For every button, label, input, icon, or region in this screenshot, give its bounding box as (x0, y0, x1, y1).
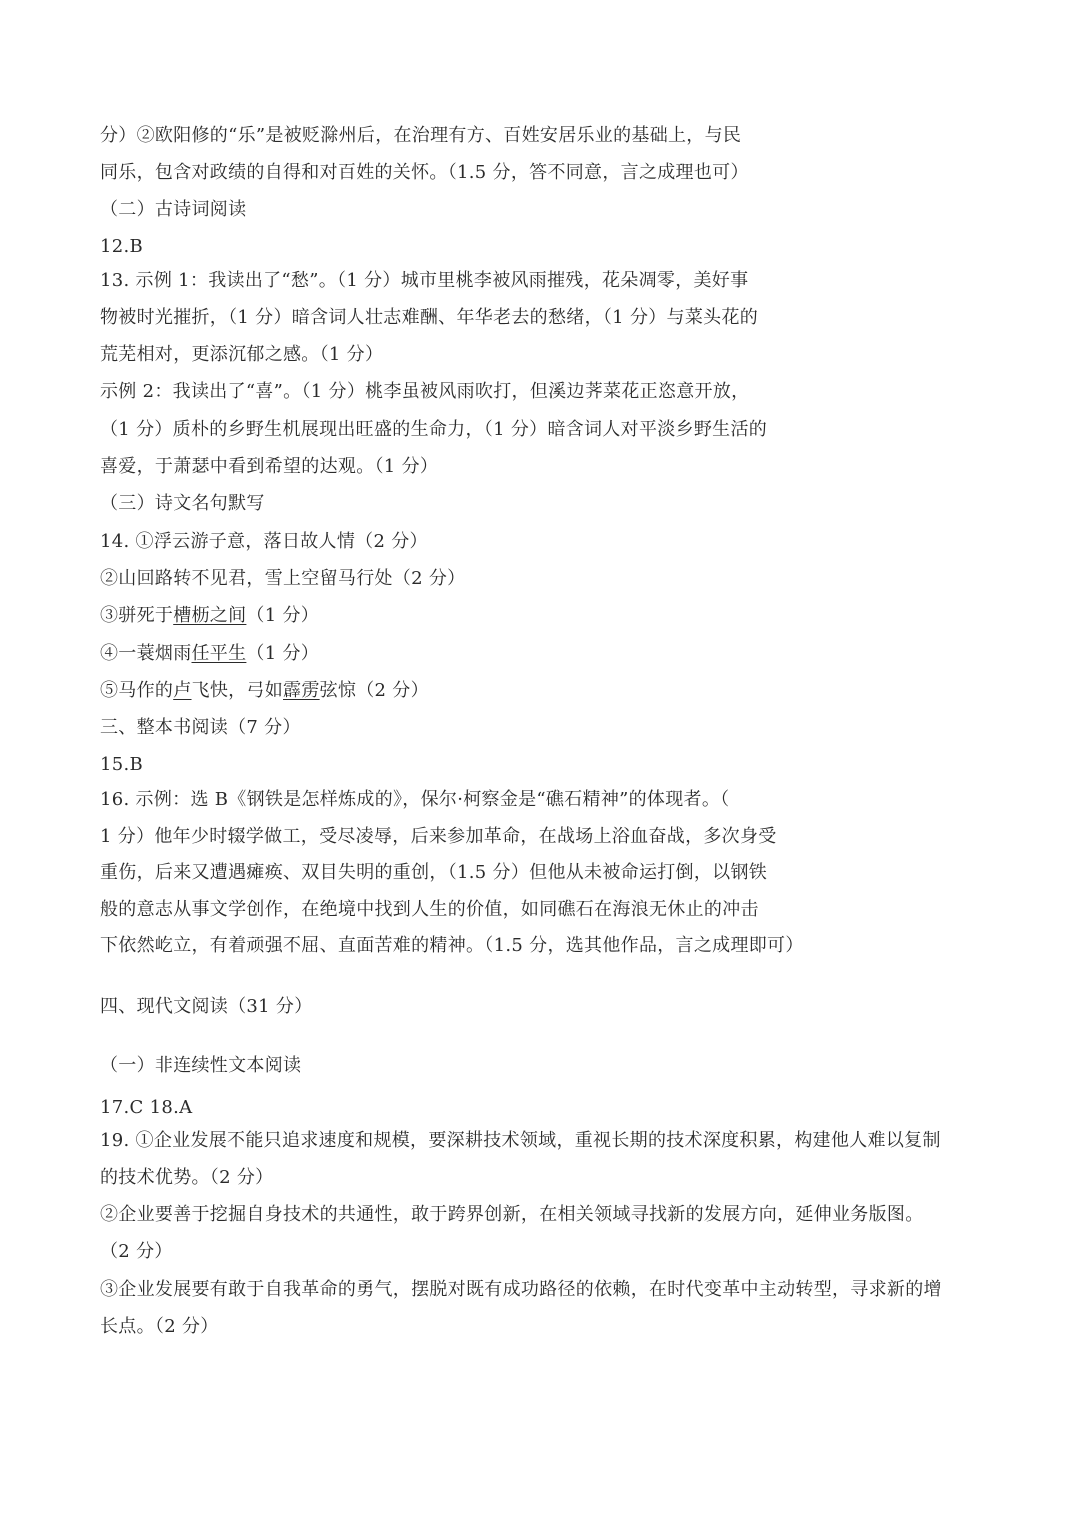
section-heading: （三）诗文名句默写 (100, 493, 265, 514)
text-line: 重伤，后来又遭遇瘫痪、双目失明的重创，（1.5 分）但他从未被命运打倒，以钢铁 (100, 862, 768, 883)
text-line: ③企业发展要有敢于自我革命的勇气，摆脱对既有成功路径的依赖，在时代变革中主动转型，寻求新的增 (100, 1279, 942, 1300)
underlined-answer: 卢 (173, 680, 192, 701)
underlined-answer: 槽枥之间 (173, 605, 247, 626)
text-segment: ③骈死于 (100, 605, 174, 626)
text-segment: 弦惊（2 分） (319, 680, 429, 701)
section-heading: （二）古诗词阅读 (100, 199, 247, 220)
text-segment: ⑤马作的 (100, 680, 174, 701)
text-segment: ④一蓑烟雨 (100, 643, 192, 664)
text-line: 示例 2：我读出了“喜”。（1 分）桃李虽被风雨吹打，但溪边荠菜花正恣意开放， (100, 381, 750, 402)
text-segment: （1 分） (246, 643, 320, 664)
underlined-answer: 任平生 (191, 643, 247, 664)
text-line: （2 分） (100, 1241, 173, 1262)
text-line: 物被时光摧折，（1 分）暗含词人壮志难酬、年华老去的愁绪，（1 分）与菜头花的 (100, 307, 759, 328)
underlined-answer: 霹雳 (283, 680, 320, 701)
text-line: 16. 示例：选 B《钢铁是怎样炼成的》，保尔·柯察金是“礁石精神”的体现者。（ (100, 789, 730, 810)
answer-line: 15.B (100, 754, 144, 775)
answer-line: 12.B (100, 236, 144, 257)
text-line: 长点。（2 分） (100, 1316, 219, 1337)
text-segment: （1 分） (246, 605, 320, 626)
text-line: 同乐，包含对政绩的自得和对百姓的关怀。（1.5 分，答不同意，言之成理也可） (100, 162, 749, 183)
section-heading: 四、现代文阅读（31 分） (100, 996, 313, 1017)
text-line: 19. ①企业发展不能只追求速度和规模，要深耕技术领域，重视长期的技术深度积累，构建他人难以复制 (100, 1130, 941, 1151)
text-line: （1 分）质朴的乡野生机展现出旺盛的生命力，（1 分）暗含词人对平淡乡野生活的 (100, 419, 768, 440)
text-segment: 飞快，弓如 (191, 680, 284, 701)
text-line: 13. 示例 1：我读出了“愁”。（1 分）城市里桃李被风雨摧残，花朵凋零，美好事 (100, 270, 749, 291)
text-line (100, 679, 429, 703)
text-line: 下依然屹立，有着顽强不屈、直面苦难的精神。（1.5 分，选其他作品，言之成理即可） (100, 935, 804, 956)
text-line (100, 604, 319, 628)
text-line: 1 分）他年少时辍学做工，受尽凌辱，后来参加革命，在战场上浴血奋战，多次身受 (100, 826, 777, 847)
text-line: 分）②欧阳修的“乐”是被贬滁州后，在治理有方、百姓安居乐业的基础上，与民 (100, 125, 742, 146)
section-heading: 三、整本书阅读（7 分） (100, 717, 301, 738)
answer-line: 17.C 18.A (100, 1097, 193, 1118)
text-line: 般的意志从事文学创作，在绝境中找到人生的价值，如同礁石在海浪无休止的冲击 (100, 899, 759, 920)
text-line: 的技术优势。（2 分） (100, 1167, 274, 1188)
text-line: 14. ①浮云游子意，落日故人情（2 分） (100, 531, 428, 552)
text-line: 喜爱，于萧瑟中看到希望的达观。（1 分） (100, 456, 439, 477)
section-heading: （一）非连续性文本阅读 (100, 1055, 302, 1076)
text-line (100, 642, 319, 666)
text-line: 荒芜相对，更添沉郁之感。（1 分） (100, 344, 384, 365)
text-line: ②山回路转不见君，雪上空留马行处（2 分） (100, 568, 466, 589)
text-line: ②企业要善于挖掘自身技术的共通性，敢于跨界创新，在相关领域寻找新的发展方向，延伸业务版图。 (100, 1204, 924, 1225)
